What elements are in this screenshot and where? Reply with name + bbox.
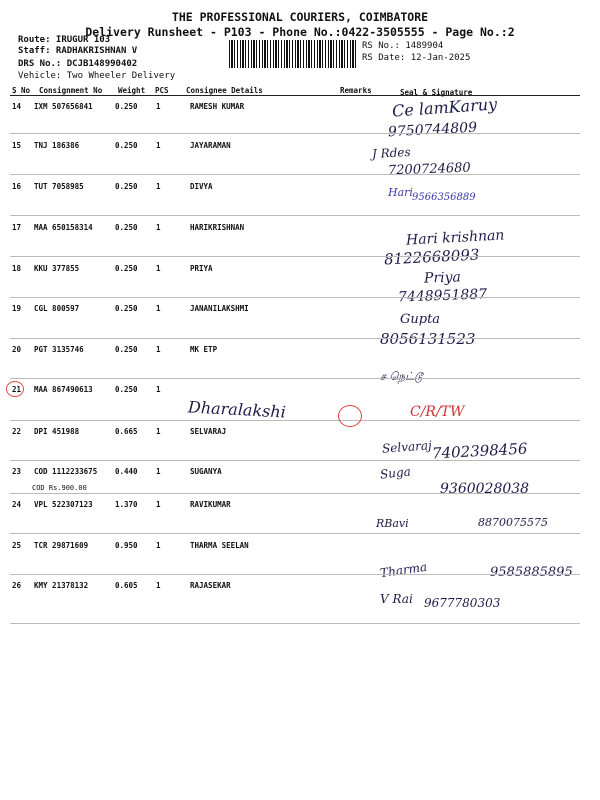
row-consignee: RAJASEKAR [190, 581, 231, 590]
row-consignment-no: TNJ 186386 [34, 141, 80, 150]
row-sno: 18 [12, 264, 22, 273]
col-header-weight: Weight [118, 86, 146, 95]
row-consignee: RAMESH KUMAR [190, 102, 245, 111]
row-pcs: 1 [156, 182, 161, 191]
row-weight: 0.950 [115, 541, 138, 550]
drs-label: DRS No.: DCJB148990402 [18, 59, 138, 69]
row-divider [10, 623, 580, 624]
row-consignment-no: TUT 7058985 [34, 182, 84, 191]
row-divider [10, 297, 580, 298]
row-weight: 0.250 [115, 385, 138, 394]
row-consignee: DIVYA [190, 182, 213, 191]
row-divider [10, 533, 580, 534]
row-consignee: PRIYA [190, 264, 213, 273]
row-weight: 0.250 [115, 182, 138, 191]
row-pcs: 1 [156, 102, 161, 111]
signature: Priya [423, 269, 462, 287]
row-sno: 19 [12, 304, 22, 313]
red-circle-mark [6, 381, 24, 397]
row-pcs: 1 [156, 264, 161, 273]
row-consignment-no: KKU 377855 [34, 264, 80, 273]
rs-number: RS No.: 1489904 [362, 41, 444, 51]
row-sno: 15 [12, 141, 22, 150]
signature: Gupta [400, 312, 441, 327]
col-header-sno: S No [12, 86, 31, 95]
red-x-circle-mark [338, 405, 362, 427]
handwritten-phone: 7448951887 [397, 286, 488, 306]
row-sno: 23 [12, 467, 22, 476]
row-weight: 0.250 [115, 141, 138, 150]
handwritten-phone: 7200724680 [387, 160, 471, 179]
col-header-consignment: Consignment No [39, 86, 103, 95]
row-divider [10, 338, 580, 339]
row-divider [10, 574, 580, 575]
staff-label: Staff: RADHAKRISHNAN V [18, 46, 138, 56]
row-pcs: 1 [156, 223, 161, 232]
row-consignment-no: KMY 21378132 [34, 581, 89, 590]
signature: J Rdes [371, 144, 411, 162]
row-pcs: 1 [156, 427, 161, 436]
row-divider [10, 256, 580, 257]
row-pcs: 1 [156, 141, 161, 150]
handwritten-phone: 9566356889 [412, 192, 476, 203]
row-weight: 1.370 [115, 500, 138, 509]
signature: Hari krishnan [405, 227, 505, 249]
row-pcs: 1 [156, 500, 161, 509]
row-weight: 0.440 [115, 467, 138, 476]
row-weight: 0.250 [115, 345, 138, 354]
row-weight: 0.250 [115, 223, 138, 232]
row-divider [10, 133, 580, 134]
row-consignee: JAYARAMAN [190, 141, 231, 150]
row-sno: 14 [12, 102, 22, 111]
row-pcs: 1 [156, 304, 161, 313]
col-header-consignee: Consignee Details [186, 86, 263, 95]
handwritten-phone: ச நெட்டூ [380, 370, 423, 383]
rs-date: RS Date: 12-Jan-2025 [362, 53, 471, 63]
handwritten-phone: C/R/TW [410, 404, 465, 420]
col-header-remarks: Remarks [340, 86, 372, 95]
signature: Suga [379, 464, 412, 482]
row-consignment-no: COD 1112233675 [34, 467, 98, 476]
route-label: Route: IRUGUR 103 [18, 35, 111, 45]
row-consignee: HARIKRISHNAN [190, 223, 245, 232]
vehicle-label: Vehicle: Two Wheeler Delivery [18, 71, 176, 81]
row-sno: 25 [12, 541, 22, 550]
handwritten-phone: 8122668093 [383, 245, 480, 269]
handwritten-phone: 9585885895 [490, 565, 573, 580]
handwritten-phone: 8056131523 [380, 330, 476, 348]
row-consignee: JANANILAKSHMI [190, 304, 249, 313]
row-consignment-no: DPI 451988 [34, 427, 80, 436]
runsheet-title: Delivery Runsheet - P103 - Phone No.:0422-3505555 - Page No.:2 [85, 25, 515, 39]
row-consignment-no: PGT 3135746 [34, 345, 84, 354]
barcode [229, 40, 357, 68]
handwritten-phone: 9677780303 [424, 596, 501, 610]
row-consignee: THARMA SEELAN [190, 541, 249, 550]
row-sno: 21 [12, 385, 22, 394]
row-divider [10, 215, 580, 216]
signature: Tharma [379, 559, 428, 581]
handwritten-phone: 9750744809 [387, 119, 478, 141]
row-consignment-no: IXM 507656841 [34, 102, 93, 111]
row-sno: 26 [12, 581, 22, 590]
row-divider [10, 460, 580, 461]
handwritten-phone: 9360028038 [440, 481, 530, 497]
row-pcs: 1 [156, 541, 161, 550]
handwritten-phone: 7402398456 [431, 439, 528, 463]
row-consignee: RAVIKUMAR [190, 500, 231, 509]
handwritten-phone: 8870075575 [478, 516, 548, 529]
row-pcs: 1 [156, 581, 161, 590]
row-sno: 24 [12, 500, 22, 509]
row-consignment-no: CGL 800597 [34, 304, 80, 313]
row-pcs: 1 [156, 467, 161, 476]
signature: Hari [388, 186, 413, 199]
row-consignee: SELVARAJ [190, 427, 227, 436]
row-divider [10, 420, 580, 421]
row-consignment-no: MAA 867490613 [34, 385, 93, 394]
row-consignment-no: TCR 29871609 [34, 541, 89, 550]
row-pcs: 1 [156, 385, 161, 394]
row-pcs: 1 [156, 345, 161, 354]
row-consignment-no: MAA 650158314 [34, 223, 93, 232]
row-divider [10, 378, 580, 379]
row-sno: 16 [12, 182, 22, 191]
row-cod-amount: COD Rs.900.00 [32, 484, 87, 492]
col-header-seal: Seal & Signature [400, 88, 473, 97]
row-sno: 20 [12, 345, 22, 354]
signature: V Rai [380, 592, 413, 606]
row-sno: 22 [12, 427, 22, 436]
row-weight: 0.665 [115, 427, 138, 436]
row-divider [10, 174, 580, 175]
company-title: THE PROFESSIONAL COURIERS, COIMBATORE [171, 10, 429, 24]
row-sno: 17 [12, 223, 22, 232]
row-divider [10, 493, 580, 494]
row-consignee: SUGANYA [190, 467, 222, 476]
row-weight: 0.250 [115, 304, 138, 313]
row-consignment-no: VPL 522307123 [34, 500, 93, 509]
signature: Dharalakshi [187, 397, 287, 422]
col-header-pcs: PCS [155, 86, 169, 95]
row-consignee: MK ETP [190, 345, 218, 354]
row-weight: 0.250 [115, 102, 138, 111]
row-weight: 0.250 [115, 264, 138, 273]
signature: RBavi [376, 517, 409, 530]
signature: Ce lamKaruy [391, 94, 498, 121]
signature: Selvaraj [381, 438, 433, 456]
row-weight: 0.605 [115, 581, 138, 590]
